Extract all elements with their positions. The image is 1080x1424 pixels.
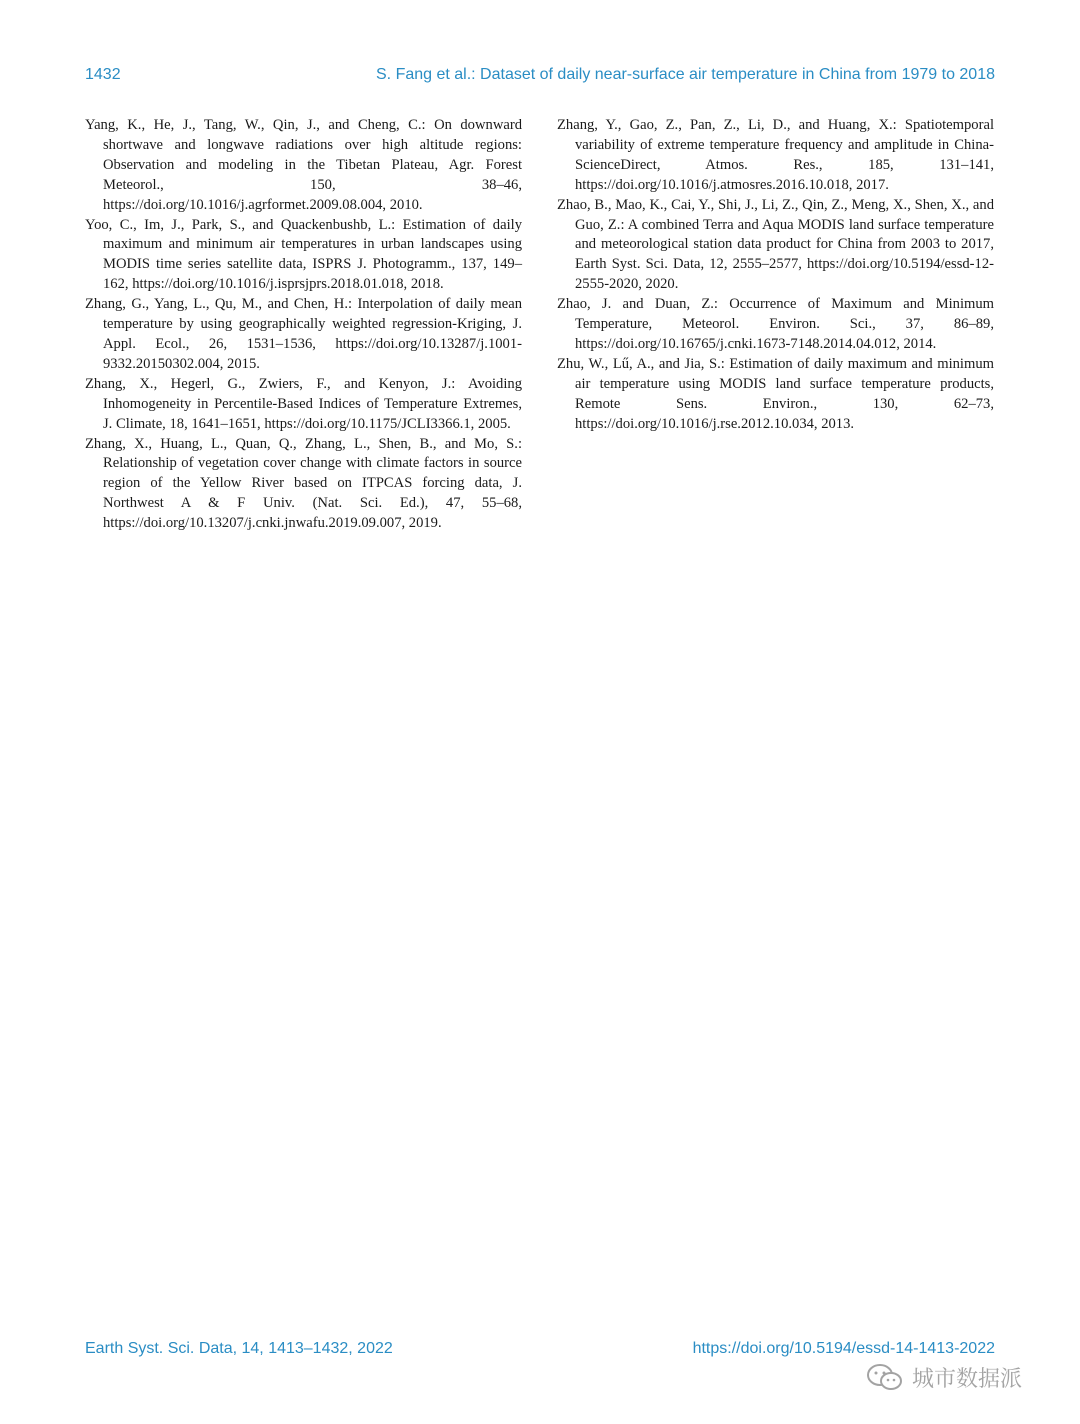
doi-link[interactable]: https://doi.org/10.5194/essd-14-1413-2022 bbox=[692, 1340, 995, 1357]
reference-item: Zhang, Y., Gao, Z., Pan, Z., Li, D., and Huang, X.: Spatiotemporal variability of extreme temperature frequency and amplitude in China-ScienceDirect, Atmos. Res., 185, 131–141, https://doi.org/10.1016/j.atmosres.2016.10.018, 2017. bbox=[557, 117, 994, 193]
reference-item: Zhao, B., Mao, K., Cai, Y., Shi, J., Li, Z., Qin, Z., Meng, X., Shen, X., and Guo, Z.: A combined Terra and Aqua MODIS land surface temperature and meteorological station data product for China from 2003 to 2017, Earth Syst. Sci. Data, 12, 2555–2577, https://doi.org/10.5194/essd-12-2555-2020, 2020. bbox=[557, 196, 994, 293]
references-left-column bbox=[85, 116, 522, 534]
reference-item: Zhu, W., Lű, A., and Jia, S.: Estimation of daily maximum and minimum air temperature using MODIS land surface temperature products, Remote Sens. Environ., 130, 62–73, https://doi.org/10.1016/j.rse.2012.10.034, 2013. bbox=[557, 355, 994, 432]
watermark bbox=[866, 1362, 1022, 1393]
reference-item: Zhao, J. and Duan, Z.: Occurrence of Maximum and Minimum Temperature, Meteorol. Environ. Sci., 37, 86–89, https://doi.org/10.16765/j.cnki.1673-7148.2014.04.012, 2014. bbox=[557, 296, 994, 352]
reference-item: Yang, K., He, J., Tang, W., Qin, J., and Cheng, C.: On downward shortwave and longwave radiations over high altitude regions: Observation and modeling in the Tibetan Plateau, Agr. Forest Meteorol., 150, 38–46, https://doi.org/10.1016/j.agrformet.2009.08.004, 2010. bbox=[85, 117, 522, 213]
reference-item: Yoo, C., Im, J., Park, S., and Quackenbushb, L.: Estimation of daily maximum and minimum air temperatures in urban landscapes using MODIS time series satellite data, ISPRS J. Photogramm., 137, 149–162, https://doi.org/10.1016/j.isprsjprs.2018.01.018, 2018. bbox=[85, 216, 522, 293]
reference-item: Zhang, X., Hegerl, G., Zwiers, F., and Kenyon, J.: Avoiding Inhomogeneity in Percentile-Based Indices of Temperature Extremes, J. Climate, 18, 1641–1651, https://doi.org/10.1175/JCLI3366.1, 2005. bbox=[85, 375, 522, 432]
reference-item: Zhang, G., Yang, L., Qu, M., and Chen, H.: Interpolation of daily mean temperature by using geographically weighted regression-Kriging, J. Appl. Ecol., 26, 1531–1536, https://doi.org/10.13287/j.1001-9332.20150302.004, 2015. bbox=[85, 296, 522, 372]
reference-item: Zhang, X., Huang, L., Quan, Q., Zhang, L., Shen, B., and Mo, S.: Relationship of vegetation cover change with climate factors in source region of the Yellow River based on ITPCAS forcing data, J. Northwest A & F Univ. (Nat. Sci. Ed.), 47, 55–68, https://doi.org/10.13207/j.cnki.jnwafu.2019.09.007, 2019. bbox=[85, 435, 522, 532]
page-number: 1432 bbox=[85, 66, 121, 83]
journal-citation: Earth Syst. Sci. Data, 14, 1413–1432, 2022 bbox=[85, 1340, 393, 1357]
references-right-column bbox=[557, 116, 994, 435]
watermark-text: 城市数据派 bbox=[912, 1367, 1023, 1392]
wechat-icon bbox=[866, 1363, 904, 1393]
running-title: S. Fang et al.: Dataset of daily near-surface air temperature in China from 1979 to 2018 bbox=[376, 66, 995, 83]
